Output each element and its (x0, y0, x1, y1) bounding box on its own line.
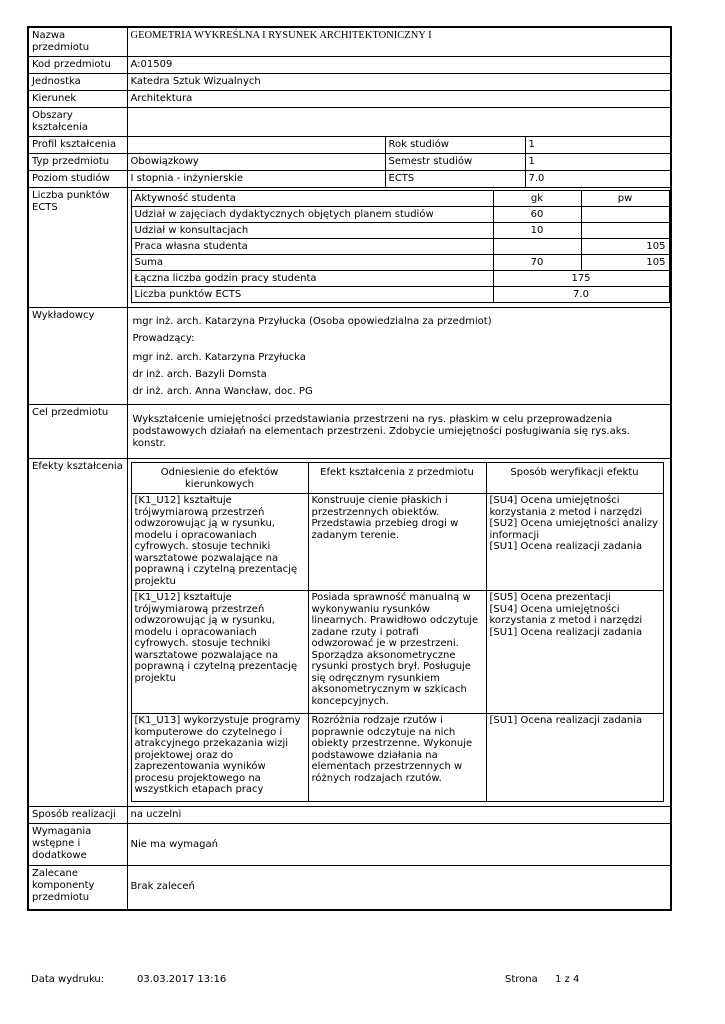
page-label: Strona (505, 974, 538, 985)
outcome-ref: [K1_U12] kształtuje trójwymiarową przestrzeń odwzorowując ją w rysunku, modelu i opracowaniach cyfrowych. stosuje techniki warsztatowe pozwalające na poprawną i czytelną prezentację projektu (131, 494, 308, 591)
course-table (27, 26, 672, 911)
ects-row: Udział w zajęciach dydaktycznych objętych planem studiów 60 (131, 207, 669, 223)
course-code: A:01509 (127, 57, 671, 74)
course-unit: Katedra Sztuk Wizualnych (127, 74, 671, 91)
ects-header-gk: gk (493, 191, 581, 207)
label-type: Typ przedmiotu (28, 154, 127, 171)
label-code: Kod przedmiotu (28, 57, 127, 74)
outcome-row (131, 714, 663, 802)
ects-row: Praca własna studenta 105 (131, 239, 669, 255)
course-type: Obowiązkowy (127, 154, 385, 171)
outcome-effect: Konstruuje cienie płaskich i przestrzennych obiektów. Przedstawia przebieg drogi w zadanym terenie. (308, 494, 486, 591)
print-date: 03.03.2017 13:16 (137, 974, 227, 985)
course-mode: na uczelni (127, 807, 671, 824)
responsible-lecturer: mgr inż. arch. Katarzyna Przyłucka (Osoba opowiedzialna za przedmiot) (132, 316, 492, 327)
label-ects-points: Liczba punktów ECTS (28, 188, 127, 308)
page-number: 1 z 4 (555, 974, 580, 985)
course-ects: 7.0 (525, 171, 671, 188)
course-areas (127, 108, 671, 137)
label-level: Poziom studiów (28, 171, 127, 188)
ects-table (131, 190, 670, 303)
ects-row: Suma 70 105 (131, 255, 669, 271)
outcome-effect: Posiada sprawność manualną w wykonywaniu rysunków linearnych. Prawidłowo odczytuje zadane rzuty i potrafi odwzorować je w przestrzeni. Sporządza aksonometryczne rysunki prostych brył. Posługuje się odręcznym rysunkiem aksonometrycznym w szkicach koncepcyjnych. (308, 591, 486, 714)
course-semester: 1 (525, 154, 671, 171)
outcome-ref: [K1_U12] kształtuje trójwymiarową przestrzeń odwzorowując ją w rysunku, modelu i opracowaniach cyfrowych. stosuje techniki warsztatowe pozwalające na poprawną i czytelną prezentację projektu (131, 591, 308, 714)
label-unit: Jednostka (28, 74, 127, 91)
ects-total-points: Liczba punktów ECTS 7.0 (131, 287, 669, 303)
course-year: 1 (525, 137, 671, 154)
label-requirements: Wymagania wstępne i dodatkowe (28, 824, 127, 866)
instructor: dr inż. arch. Anna Wancław, doc. PG (132, 386, 313, 397)
outcomes-header-effect: Efekt kształcenia z przedmiotu (308, 463, 486, 494)
label-year: Rok studiów (385, 137, 525, 154)
course-recommended: Brak zaleceń (127, 866, 671, 910)
course-profile (127, 137, 385, 154)
outcomes-header-verification: Sposób weryfikacji efektu (486, 463, 663, 494)
course-requirements: Nie ma wymagań (127, 824, 671, 866)
label-outcomes: Efekty kształcenia (28, 459, 127, 807)
label-semester: Semestr studiów (385, 154, 525, 171)
outcome-verification: [SU4] Ocena umiejętności korzystania z metod i narzędzi [SU2] Ocena umiejętności analizy informacji [SU1] Ocena realizacji zadania (486, 494, 663, 591)
course-name: GEOMETRIA WYKREŚLNA I RYSUNEK ARCHITEKTONICZNY I (127, 27, 671, 57)
instructors-label: Prowadzący: (132, 333, 195, 344)
ects-row: Udział w konsultacjach 10 (131, 223, 669, 239)
outcome-row (131, 591, 663, 714)
outcome-ref: [K1_U13] wykorzystuje programy komputerowe do czytelnego i atrakcyjnego przekazania wizji projektowej oraz do zaprezentowania wyników procesu projektowego na wszystkich etapach pracy (131, 714, 308, 802)
print-date-label: Data wydruku: (31, 974, 105, 985)
instructor: mgr inż. arch. Katarzyna Przyłucka (132, 352, 306, 363)
outcome-row (131, 494, 663, 591)
ects-header-label: Aktywność studenta (131, 191, 493, 207)
ects-header-pw: pw (581, 191, 669, 207)
outcome-verification: [SU1] Ocena realizacji zadania (486, 714, 663, 802)
course-card (27, 26, 670, 911)
outcome-effect: Rozróżnia rodzaje rzutów i poprawnie odczytuje na nich obiekty przestrzenne. Wykonuje podstawowe działania na elementach przestrzennych w różnych rodzajach rzutów. (308, 714, 486, 802)
outcome-verification: [SU5] Ocena prezentacji [SU4] Ocena umiejętności korzystania z metod i narzędzi [SU1] Ocena realizacji zadania (486, 591, 663, 714)
label-ects: ECTS (385, 171, 525, 188)
label-recommended: Zalecane komponenty przedmiotu (28, 866, 127, 910)
label-goal: Cel przedmiotu (28, 405, 127, 459)
course-goal: Wykształcenie umiejętności przedstawiania przestrzeni na rys. płaskim w celu przeprowadzenia podstawowych działań na elementach przestrzeni. Zdobycie umiejętności posługiwania się rys.aks. konstr. (132, 413, 630, 449)
instructor: dr inż. arch. Bazyli Domsta (132, 369, 267, 380)
label-profile: Profil kształcenia (28, 137, 127, 154)
label-name: Nazwa przedmiotu (28, 27, 127, 57)
ects-total-hours: Łączna liczba godzin pracy studenta 175 (131, 271, 669, 287)
course-field: Architektura (127, 91, 671, 108)
outcomes-table (131, 462, 664, 802)
outcomes-header-ref: Odniesienie do efektów kierunkowych (131, 463, 308, 494)
label-lecturers: Wykładowcy (28, 308, 127, 405)
label-mode: Sposób realizacji (28, 807, 127, 824)
label-areas: Obszary kształcenia (28, 108, 127, 137)
label-field: Kierunek (28, 91, 127, 108)
course-level: I stopnia - inżynierskie (127, 171, 385, 188)
